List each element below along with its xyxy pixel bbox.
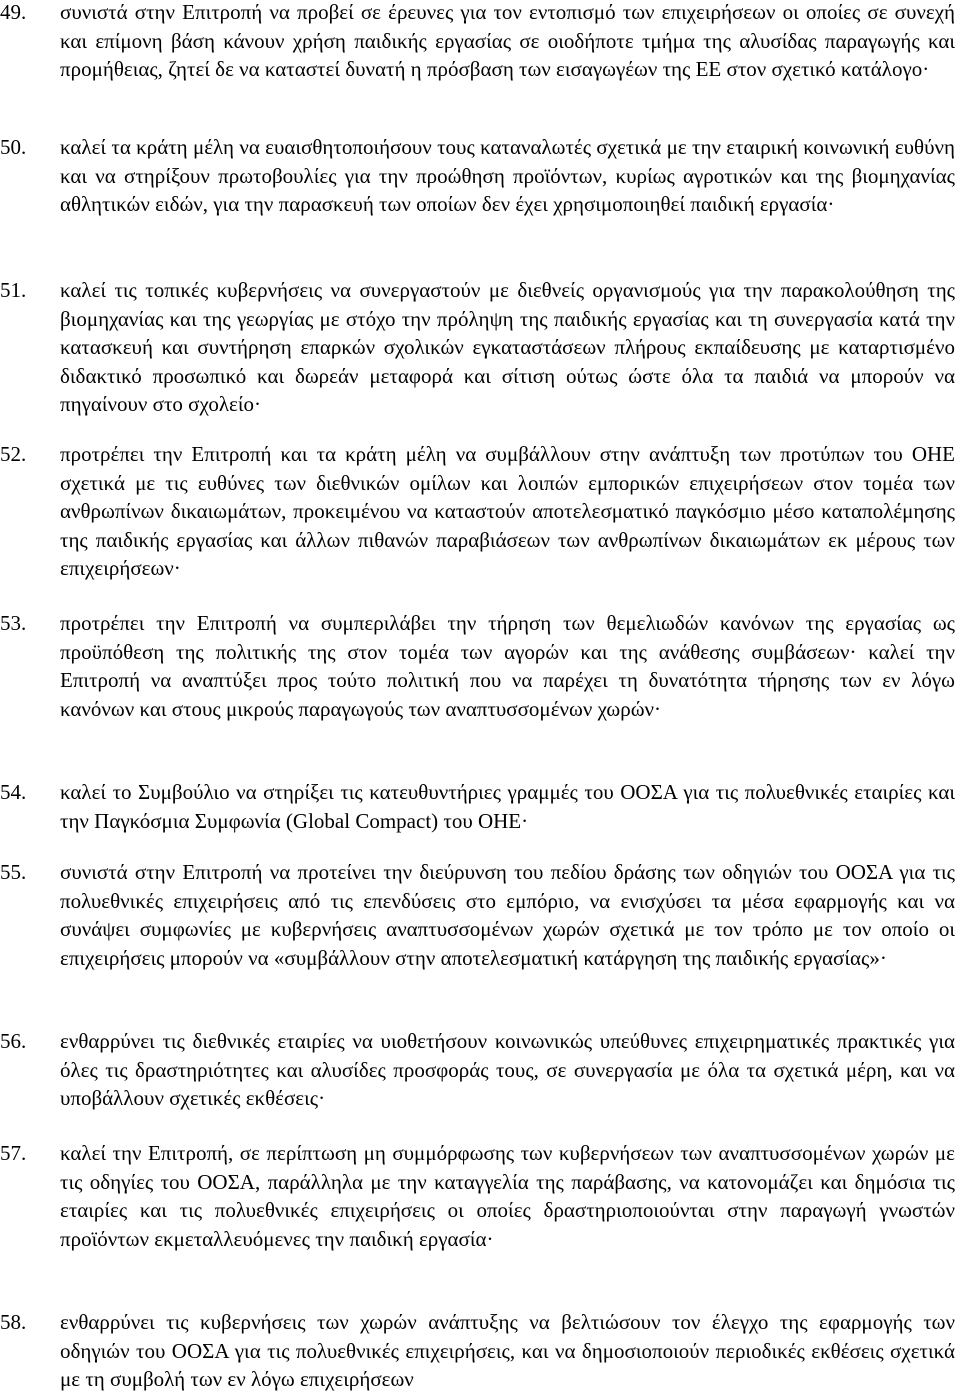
paragraph-58 (0, 1308, 955, 1394)
paragraph-51 (0, 276, 955, 419)
paragraph-text: καλεί τα κράτη μέλη να ευαισθητοποιήσουν τους καταναλωτές σχετικά με την εταιρική κοινωνική ευθύνη και να στηρίξουν πρωτοβουλίες για την προώθηση προϊόντων, κυρίως αγροτικών και της βιομηχανίας αθλητικών ειδών, για την παρασκευή των οποίων δεν έχει χρησιμοποιηθεί παιδική εργασία· (60, 135, 955, 217)
paragraph-number: 53. (0, 611, 27, 635)
paragraph-number: 50. (0, 135, 27, 159)
paragraph-50 (0, 133, 955, 219)
paragraph-57 (0, 1139, 955, 1253)
paragraph-number: 51. (0, 278, 27, 302)
paragraph-text: καλεί την Επιτροπή, σε περίπτωση μη συμμόρφωσης των κυβερνήσεων των αναπτυσσομένων χωρών με τις οδηγίες του ΟΟΣΑ, παράλληλα με την καταγγελία της παράβασης, να κατονομάζει και δημόσια τις εταιρίες και τις πολυεθνικές επιχειρήσεις οι οποίες δραστηριοποιούνται στην παραγωγή γνωστών προϊόντων εκμεταλλευόμενες την παιδική εργασία· (60, 1141, 955, 1251)
paragraph-number: 58. (0, 1310, 27, 1334)
paragraph-text: ενθαρρύνει τις διεθνικές εταιρίες να υιοθετήσουν κοινωνικώς υπεύθυνες επιχειρηματικές πρακτικές για όλες τις δραστηριότητες και αλυσίδες προσφοράς τους, σε συνεργασία με όλα τα σχετικά μέρη, και να υποβάλλουν σχετικές εκθέσεις· (60, 1029, 955, 1111)
paragraph-text: καλεί τις τοπικές κυβερνήσεις να συνεργαστούν με διεθνείς οργανισμούς για την παρακολούθηση της βιομηχανίας και της γεωργίας με στόχο την πρόληψη της παιδικής εργασίας και τη συνεργασία κατά την κατασκευή και συντήρηση επαρκών σχολικών εγκαταστάσεων πλήρους εκπαίδευσης με καταρτισμένο διδακτικό προσωπικό και δωρεάν μεταφορά και σίτιση ούτως ώστε όλα τα παιδιά να μπορούν να πηγαίνουν στο σχολείο· (60, 278, 955, 417)
paragraph-text: συνιστά στην Επιτροπή να προτείνει την διεύρυνση του πεδίου δράσης των οδηγιών του ΟΟΣΑ για τις πολυεθνικές επιχειρήσεις από τις επενδύσεις στο εμπόριο, να ενισχύσει τα μέσα εφαρμογής και να συνάψει συμφωνίες με κυβερνήσεις αναπτυσσομένων χωρών σχετικά με τον τρόπο με τον οποίο οι επιχειρήσεις μπορούν να «συμβάλλουν στην αποτελεσματική κατάργηση της παιδικής εργασίας»· (60, 860, 955, 970)
paragraph-53 (0, 609, 955, 723)
paragraph-text: καλεί το Συμβούλιο να στηρίξει τις κατευθυντήριες γραμμές του ΟΟΣΑ για τις πολυεθνικές εταιρίες και την Παγκόσμια Συμφωνία (Global Compact) του ΟΗΕ· (60, 780, 955, 833)
paragraph-55 (0, 858, 955, 972)
paragraph-number: 55. (0, 860, 27, 884)
paragraph-number: 57. (0, 1141, 27, 1165)
paragraph-52 (0, 440, 955, 583)
paragraph-text: προτρέπει την Επιτροπή να συμπεριλάβει την τήρηση των θεμελιωδών κανόνων της εργασίας ως προϋπόθεση της πολιτικής της στον τομέα των αγορών και της ανάθεσης συμβάσεων· καλεί την Επιτροπή να αναπτύξει προς τούτο πολιτική που να παρέχει τη δυνατότητα τήρησης των εν λόγω κανόνων και στους μικρούς παραγωγούς των αναπτυσσομένων χωρών· (60, 611, 955, 721)
paragraph-text: συνιστά στην Επιτροπή να προβεί σε έρευνες για τον εντοπισμό των επιχειρήσεων οι οποίες σε συνεχή και επίμονη βάση κάνουν χρήση παιδικής εργασίας σε οιοδήποτε τμήμα της αλυσίδας παραγωγής και προμήθειας, ζητεί δε να καταστεί δυνατή η πρόσβαση των εισαγωγέων της ΕΕ στον σχετικό κατάλογο· (60, 0, 955, 82)
paragraph-56 (0, 1027, 955, 1113)
paragraph-number: 49. (0, 0, 27, 24)
paragraph-number: 56. (0, 1029, 27, 1053)
paragraph-54 (0, 778, 955, 835)
paragraph-text: ενθαρρύνει τις κυβερνήσεις των χωρών ανάπτυξης να βελτιώσουν τον έλεγχο της εφαρμογής των οδηγιών του ΟΟΣΑ για τις πολυεθνικές επιχειρήσεις, και να δημοσιοποιούν περιοδικές εκθέσεις σχετικά με τη συμβολή των εν λόγω επιχειρήσεων (60, 1310, 955, 1392)
paragraph-text: προτρέπει την Επιτροπή και τα κράτη μέλη να συμβάλλουν στην ανάπτυξη των προτύπων του ΟΗΕ σχετικά με τις ευθύνες των διεθνικών ομίλων και λοιπών εμπορικών επιχειρήσεων στον τομέα των ανθρωπίνων δικαιωμάτων, προκειμένου να καταστούν αποτελεσματικό παγκόσμιο μέσο καταπολέμησης της παιδικής εργασίας και άλλων πιθανών παραβιάσεων των ανθρωπίνων δικαιωμάτων εκ μέρους των επιχειρήσεων· (60, 442, 955, 581)
paragraph-number: 54. (0, 780, 27, 804)
paragraph-49 (0, 0, 955, 84)
paragraph-number: 52. (0, 442, 27, 466)
